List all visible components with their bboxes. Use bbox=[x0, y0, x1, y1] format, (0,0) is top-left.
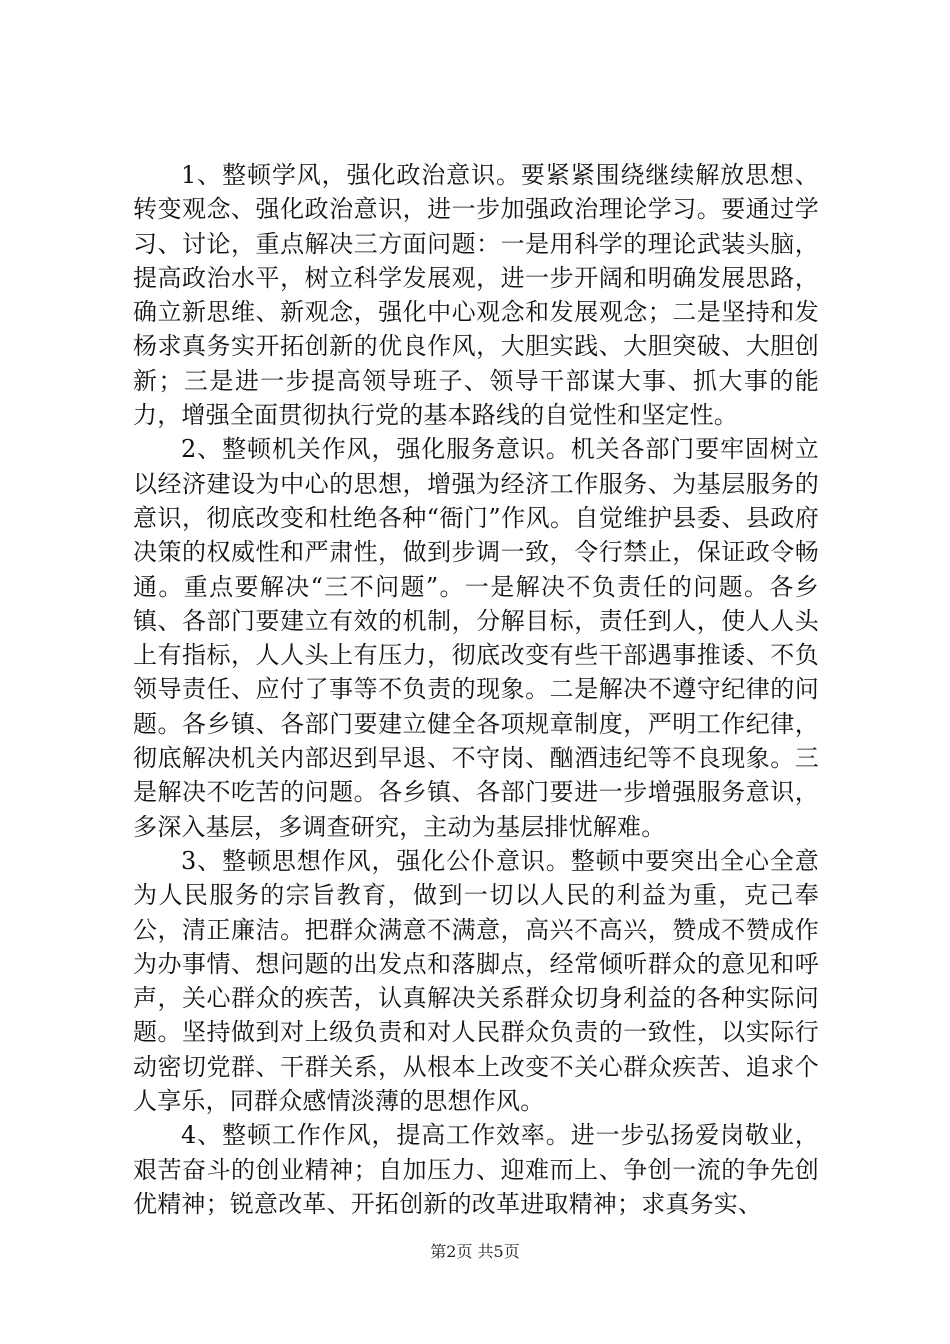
paragraph-1: 1、整顿学风，强化政治意识。要紧紧围绕继续解放思想、转变观念、强化政治意识，进一步加强政治理论学习。要通过学习、讨论，重点解决三方面问题：一是用科学的理论武装头脑，提高政治水平，树立科学发展观，进一步开阔和明确发展思路，确立新思维、新观念，强化中心观念和发展观念；二是坚持和发杨求真务实开拓创新的优良作风，大胆实践、大胆突破、大胆创新；三是进一步提高领导班子、领导干部谋大事、抓大事的能力，增强全面贯彻执行党的基本路线的自觉性和坚定性。 bbox=[133, 161, 819, 430]
paragraph-2: 2、整顿机关作风，强化服务意识。机关各部门要牢固树立以经济建设为中心的思想，增强为经济工作服务、为基层服务的意识，彻底改变和杜绝各种“衙门”作风。自觉维护县委、县政府决策的权威性和严肃性，做到步调一致，令行禁止，保证政令畅通。重点要解决“三不问题”。一是解决不负责任的问题。各乡镇、各部门要建立有效的机制，分解目标，责任到人，使人人头上有指标，人人头上有压力，彻底改变有些干部遇事推诿、不负领导责任、应付了事等不负责的现象。二是解决不遵守纪律的问题。各乡镇、各部门要建立健全各项规章制度，严明工作纪律，彻底解决机关内部迟到早退、不守岗、酗酒违纪等不良现象。三是解决不吃苦的问题。各乡镇、各部门要进一步增强服务意识，多深入基层，多调查研究，主动为基层排忧解难。 bbox=[133, 435, 819, 841]
document-body bbox=[133, 158, 819, 1221]
paragraph-3: 3、整顿思想作风，强化公仆意识。整顿中要突出全心全意为人民服务的宗旨教育，做到一切以人民的利益为重，克己奉公，清正廉洁。把群众满意不满意，高兴不高兴，赞成不赞成作为办事情、想问题的出发点和落脚点，经常倾听群众的意见和呼声，关心群众的疾苦，认真解决关系群众切身利益的各种实际问题。坚持做到对上级负责和对人民群众负责的一致性，以实际行动密切党群、干群关系，从根本上改变不关心群众疾苦、追求个人享乐，同群众感情淡薄的思想作风。 bbox=[133, 846, 819, 1116]
paragraph-4: 4、整顿工作作风，提高工作效率。进一步弘扬爱岗敬业，艰苦奋斗的创业精神；自加压力、迎难而上、争创一流的争先创优精神；锐意改革、开拓创新的改革进取精神；求真务实、 bbox=[133, 1121, 819, 1218]
page-number-footer: 第2页 共5页 bbox=[430, 1242, 520, 1261]
